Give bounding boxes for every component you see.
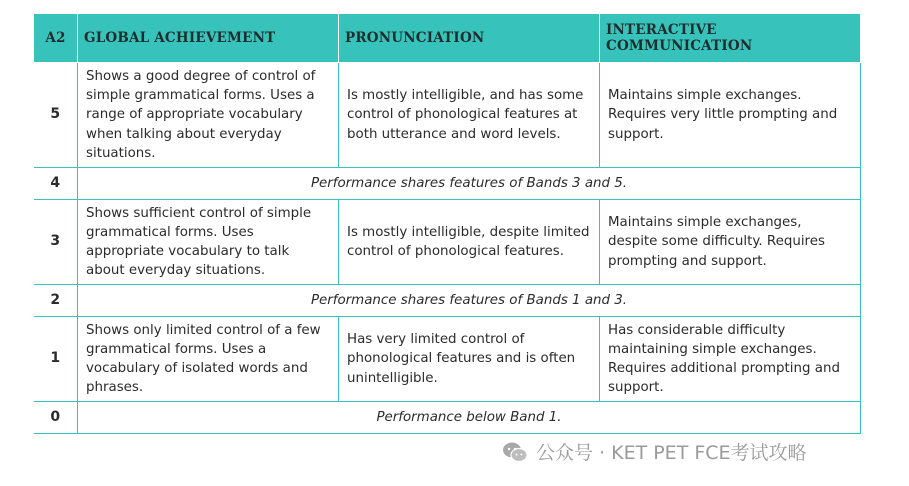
- pronunciation-cell: Is mostly intelligible, and has some control of phonological features at both utterance and word levels.: [339, 63, 600, 168]
- table-row-band-1: [34, 317, 861, 402]
- table-row-band-4: [34, 168, 861, 200]
- table-header-row: [34, 14, 861, 63]
- table-row-band-0: [34, 402, 861, 434]
- table-row-band-2: [34, 285, 861, 317]
- band-number: 1: [34, 317, 78, 402]
- table-row-band-5: [34, 63, 861, 168]
- band-note-cell: Performance shares features of Bands 1 and 3.: [78, 285, 861, 317]
- band-number: 4: [34, 168, 78, 200]
- band-note-cell: Performance shares features of Bands 3 and 5.: [78, 168, 861, 200]
- global-achievement-cell: Shows sufficient control of simple grammatical forms. Uses appropriate vocabulary to talk about everyday situations.: [78, 200, 339, 285]
- header-band-level: A2: [34, 14, 78, 63]
- header-interactive-communication: INTERACTIVE COMMUNICATION: [600, 14, 861, 63]
- watermark: [502, 438, 807, 465]
- header-global-achievement: GLOBAL ACHIEVEMENT: [78, 14, 339, 63]
- interactive-communication-cell: Maintains simple exchanges, despite some difficulty. Requires prompting and support.: [600, 200, 861, 285]
- pronunciation-cell: Is mostly intelligible, despite limited control of phonological features.: [339, 200, 600, 285]
- cropped-top-text: [84, 0, 324, 6]
- wechat-icon: [502, 441, 528, 463]
- header-pronunciation: PRONUNCIATION: [339, 14, 600, 63]
- band-number: 5: [34, 63, 78, 168]
- watermark-text: 公众号 · KET PET FCE考试攻略: [536, 442, 807, 464]
- band-number: 3: [34, 200, 78, 285]
- band-number: 2: [34, 285, 78, 317]
- band-number: 0: [34, 402, 78, 434]
- band-note-cell: Performance below Band 1.: [78, 402, 861, 434]
- interactive-communication-cell: Has considerable difficulty maintaining simple exchanges. Requires additional prompting and support.: [600, 317, 861, 402]
- assessment-scale-table: [33, 14, 861, 434]
- pronunciation-cell: Has very limited control of phonological features and is often unintelligible.: [339, 317, 600, 402]
- global-achievement-cell: Shows a good degree of control of simple grammatical forms. Uses a range of appropriate vocabulary when talking about everyday situations.: [78, 63, 339, 168]
- interactive-communication-cell: Maintains simple exchanges. Requires very little prompting and support.: [600, 63, 861, 168]
- global-achievement-cell: Shows only limited control of a few grammatical forms. Uses a vocabulary of isolated words and phrases.: [78, 317, 339, 402]
- table-row-band-3: [34, 200, 861, 285]
